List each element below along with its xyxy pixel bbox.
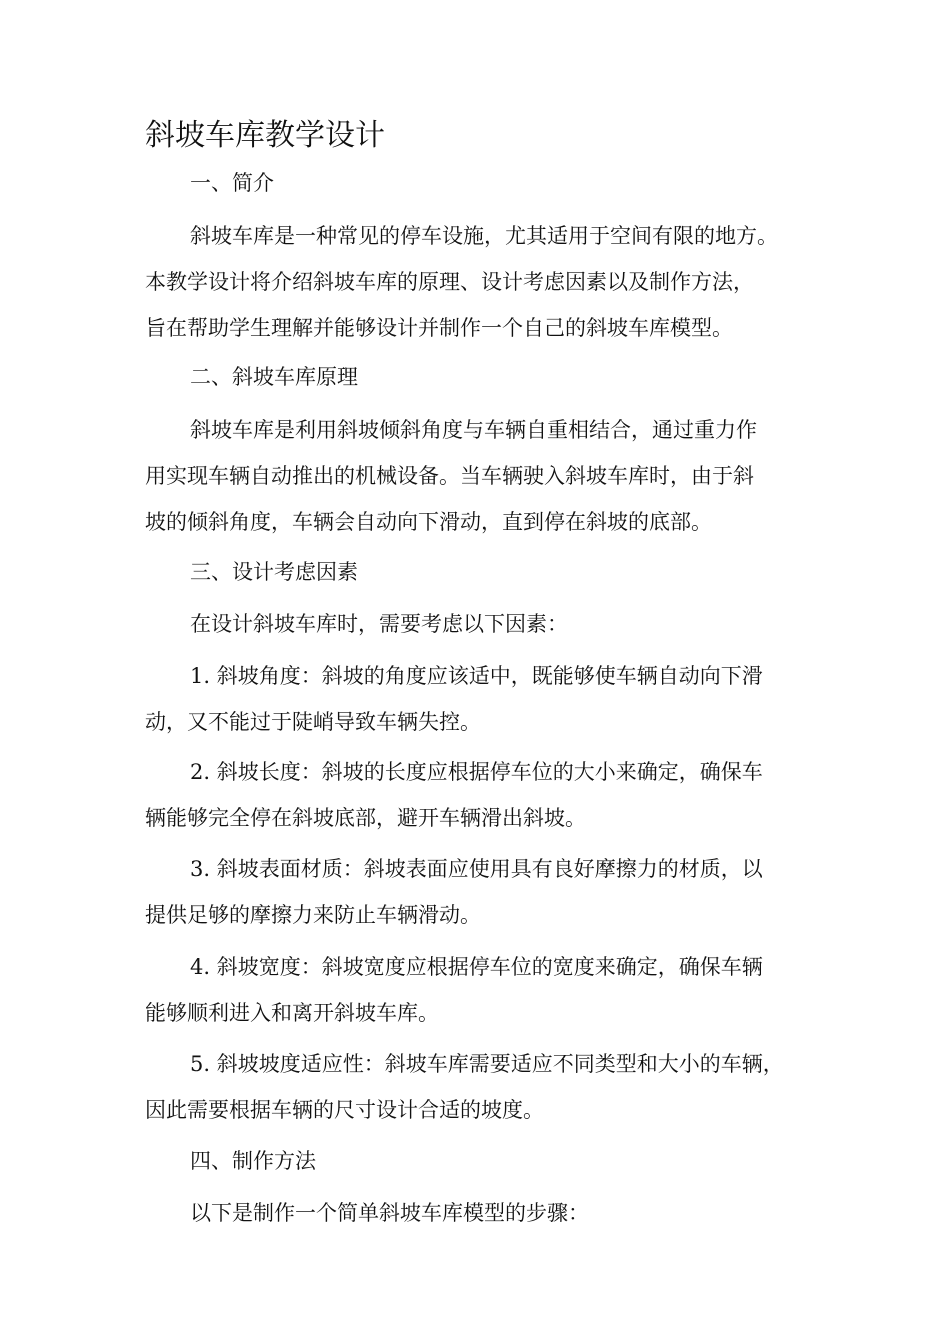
list-item-slope-width: 4. 斜坡宽度：斜坡宽度应根据停车位的宽度来确定，确保车辆 能够顺利进入和离开斜坡车库。 bbox=[145, 955, 763, 1025]
list-item-grade-adaptability: 5. 斜坡坡度适应性：斜坡车库需要适应不同类型和大小的车辆， 因此需要根据车辆的尺寸设计合适的坡度。 bbox=[145, 1052, 784, 1122]
list-item-slope-angle: 1. 斜坡角度：斜坡的角度应该适中，既能够使车辆自动向下滑 动，又不能过于陡峭导致车辆失控。 bbox=[145, 664, 763, 734]
document-title: 斜坡车库教学设计 bbox=[145, 118, 385, 153]
paragraph-design-intro: 在设计斜坡车库时，需要考虑以下因素： bbox=[190, 612, 568, 636]
section-heading-method: 四、制作方法 bbox=[190, 1149, 316, 1173]
list-item-surface-material: 3. 斜坡表面材质：斜坡表面应使用具有良好摩擦力的材质，以 提供足够的摩擦力来防止车辆滑动。 bbox=[145, 857, 763, 927]
section-heading-principle: 二、斜坡车库原理 bbox=[190, 365, 358, 389]
list-item-slope-length: 2. 斜坡长度：斜坡的长度应根据停车位的大小来确定，确保车 辆能够完全停在斜坡底部，避开车辆滑出斜坡。 bbox=[145, 760, 763, 830]
section-heading-design-factors: 三、设计考虑因素 bbox=[190, 560, 358, 584]
paragraph-intro: 斜坡车库是一种常见的停车设施，尤其适用于空间有限的地方。 本教学设计将介绍斜坡车库的原理、设计考虑因素以及制作方法， 旨在帮助学生理解并能够设计并制作一个自己的斜坡车库模型。 bbox=[145, 224, 778, 340]
paragraph-method-intro: 以下是制作一个简单斜坡车库模型的步骤： bbox=[190, 1201, 589, 1225]
paragraph-principle: 斜坡车库是利用斜坡倾斜角度与车辆自重相结合，通过重力作 用实现车辆自动推出的机械设备。当车辆驶入斜坡车库时，由于斜 坡的倾斜角度，车辆会自动向下滑动，直到停在斜坡的底部。 bbox=[145, 418, 757, 534]
section-heading-intro: 一、简介 bbox=[190, 171, 274, 195]
